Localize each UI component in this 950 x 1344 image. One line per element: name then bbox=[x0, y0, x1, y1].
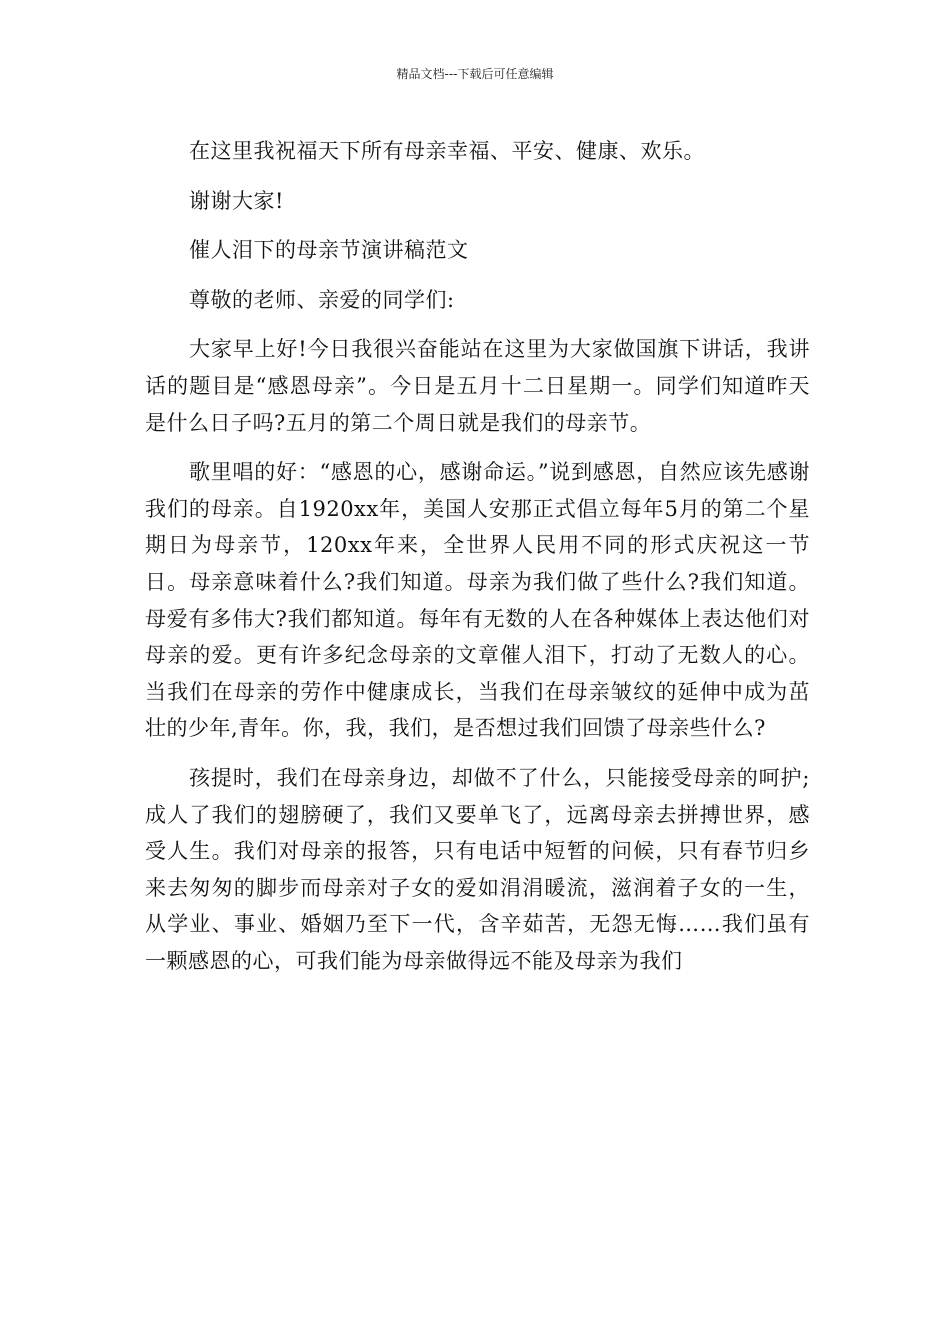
paragraph-childhood: 孩提时，我们在母亲身边，却做不了什么，只能接受母亲的呵护;成人了我们的翅膀硬了，我们又要单飞了，远离母亲去拼搏世界，感受人生。我们对母亲的报答，只有电话中短暂的问候，只有春节归乡来去匆匆的脚步而母亲对子女的爱如涓涓暖流，滋润着子女的一生，从学业、事业、婚姻乃至下一代，含辛茹苦，无怨无悔……我们虽有一颗感恩的心，可我们能为母亲做得远不能及母亲为我们 bbox=[145, 765, 810, 973]
document-body bbox=[145, 133, 810, 979]
paragraph-greeting: 大家早上好!今日我很兴奋能站在这里为大家做国旗下讲话，我讲话的题目是“感恩母亲”。今日是五月十二日星期一。同学们知道昨天是什么日子吗?五月的第二个周日就是我们的母亲节。 bbox=[145, 337, 810, 435]
paragraph-thanks: 谢谢大家! bbox=[189, 188, 284, 213]
salutation: 尊敬的老师、亲爱的同学们: bbox=[189, 287, 455, 312]
speech-title: 催人泪下的母亲节演讲稿范文 bbox=[189, 238, 469, 263]
paragraph-blessing: 在这里我祝福天下所有母亲幸福、平安、健康、欢乐。 bbox=[189, 139, 705, 163]
page-header: 精品文档---下载后可任意编辑 bbox=[396, 67, 554, 81]
paragraph-gratitude: 歌里唱的好：“感恩的心，感谢命运。”说到感恩，自然应该先感谢我们的母亲。自1920xx年，美国人安那正式倡立每年5月的第二个星期日为母亲节，120xx年来，全世界人民用不同的形式庆祝这一节日。母亲意味着什么?我们知道。母亲为我们做了些什么?我们知道。母爱有多伟大?我们都知道。每年有无数的人在各种媒体上表达他们对母亲的爱。更有许多纪念母亲的文章催人泪下，打动了无数人的心。当我们在母亲的劳作中健康成长，当我们在母亲皱纹的延伸中成为茁壮的少年,青年。你，我，我们，是否想过我们回馈了母亲些什么? bbox=[145, 460, 810, 741]
